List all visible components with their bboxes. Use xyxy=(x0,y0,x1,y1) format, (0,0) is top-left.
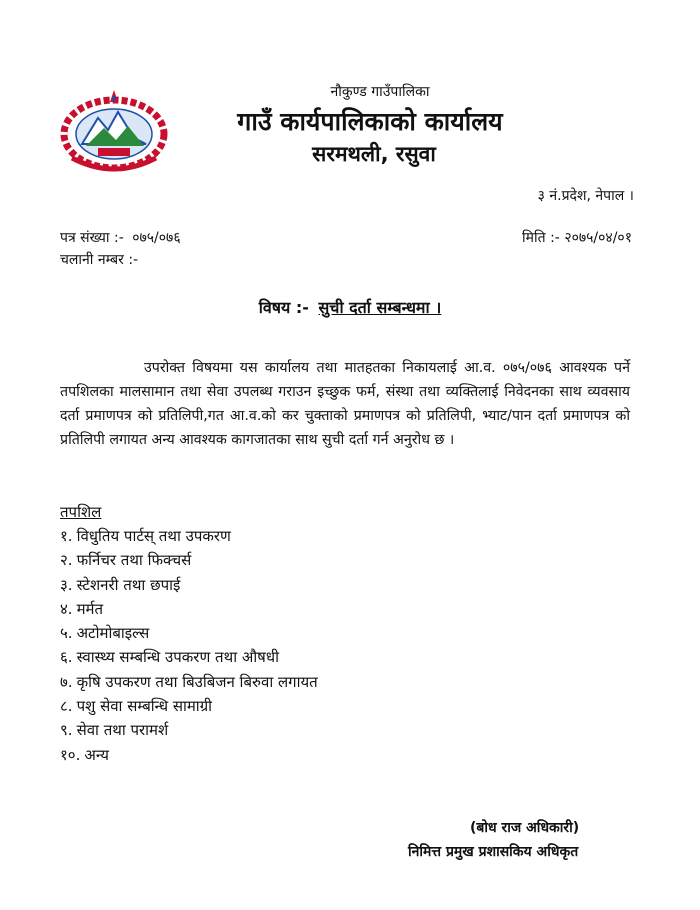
list-item-number: १०. xyxy=(60,745,81,764)
list-item-number: ७. xyxy=(60,672,73,691)
office-title: गाउँ कार्यपालिकाको कार्यालय xyxy=(237,107,503,136)
list-item-text: अटोमोबाइल्स xyxy=(76,624,150,643)
list-item-number: ५. xyxy=(60,624,73,643)
signatory-title: निमित्त प्रमुख प्रशासकिय अधिकृत xyxy=(408,844,579,860)
list-item xyxy=(60,597,318,621)
list-item xyxy=(60,524,318,548)
list-item-number: ६. xyxy=(60,648,73,667)
list-item xyxy=(60,670,318,694)
list-item xyxy=(60,694,318,718)
list-item-text: पशु सेवा सम्बन्धि सामाग्री xyxy=(76,697,213,716)
list-item-text: स्वास्थ्य सम्बन्धि उपकरण तथा औषधी xyxy=(76,648,279,667)
list-item-text: मर्मत xyxy=(76,599,104,618)
list-item xyxy=(60,548,318,572)
body-paragraph: उपरोक्त विषयमा यस कार्यालय तथा मातहतका निकायलाई आ.व. ०७५/०७६ आवश्यक पर्ने तपशिलका मालसामान तथा सेवा उपलब्ध गराउन इच्छुक फर्म, संस्था तथा व्यक्तिलाई निवेदनका साथ व्यवसाय दर्ता प्रमाणपत्र को प्रतिलिपी,गत आ.व.को कर चुक्ताको प्रमाणपत्र को प्रतिलिपी, भ्याट/पान दर्ता प्रमाणपत्र को प्रतिलिपी लगायत अन्य आवश्यक कागजातका साथ सुची दर्ता गर्न अनुरोध छ । xyxy=(60,360,630,448)
municipality-name: नौकुण्ड गाउँपालिका xyxy=(330,84,430,100)
list-item xyxy=(60,718,318,742)
list-item xyxy=(60,621,318,645)
subject-text: सुची दर्ता सम्बन्धमा । xyxy=(318,298,442,317)
list-item xyxy=(60,645,318,669)
subject-label: विषय :- xyxy=(258,298,309,317)
dispatch-number-label: चलानी नम्बर :- xyxy=(60,252,139,268)
province-line: ३ नं.प्रदेश, नेपाल । xyxy=(537,188,634,204)
list-item-number: ८. xyxy=(60,697,73,716)
details-heading: तपशिल xyxy=(60,503,102,521)
list-item-text: अन्य xyxy=(84,745,109,764)
list-item-text: कृषि उपकरण तथा बिउबिजन बिरुवा लगायत xyxy=(76,672,318,691)
signatory-name: (बोध राज अधिकारी) xyxy=(470,820,580,836)
date-row xyxy=(522,228,632,247)
date-label: मिति :- xyxy=(522,230,560,246)
list-item xyxy=(60,573,318,597)
list-item-number: ४. xyxy=(60,599,73,618)
list-item-text: स्टेशनरी तथा छपाई xyxy=(76,575,181,594)
list-item-text: सेवा तथा परामर्श xyxy=(76,721,169,740)
list-item-text: फर्निचर तथा फिक्चर्स xyxy=(76,551,192,570)
office-address: सरमथली, रसुवा xyxy=(312,142,436,166)
list-item-number: ३. xyxy=(60,575,73,594)
subject-line xyxy=(0,296,700,318)
letter-number-value: ०७५/०७६ xyxy=(132,230,181,246)
list-item-number: २. xyxy=(60,551,73,570)
list-item-text: विधुतिय पार्टस् तथा उपकरण xyxy=(76,527,231,545)
dispatch-number-row xyxy=(60,250,632,269)
date-value: २०७५/०४/०१ xyxy=(564,230,632,246)
item-list xyxy=(60,524,318,767)
letter-number-label: पत्र संख्या :- xyxy=(60,230,124,246)
list-item-number: ९. xyxy=(60,721,73,740)
list-item-number: १. xyxy=(60,527,73,545)
list-item xyxy=(60,743,318,767)
